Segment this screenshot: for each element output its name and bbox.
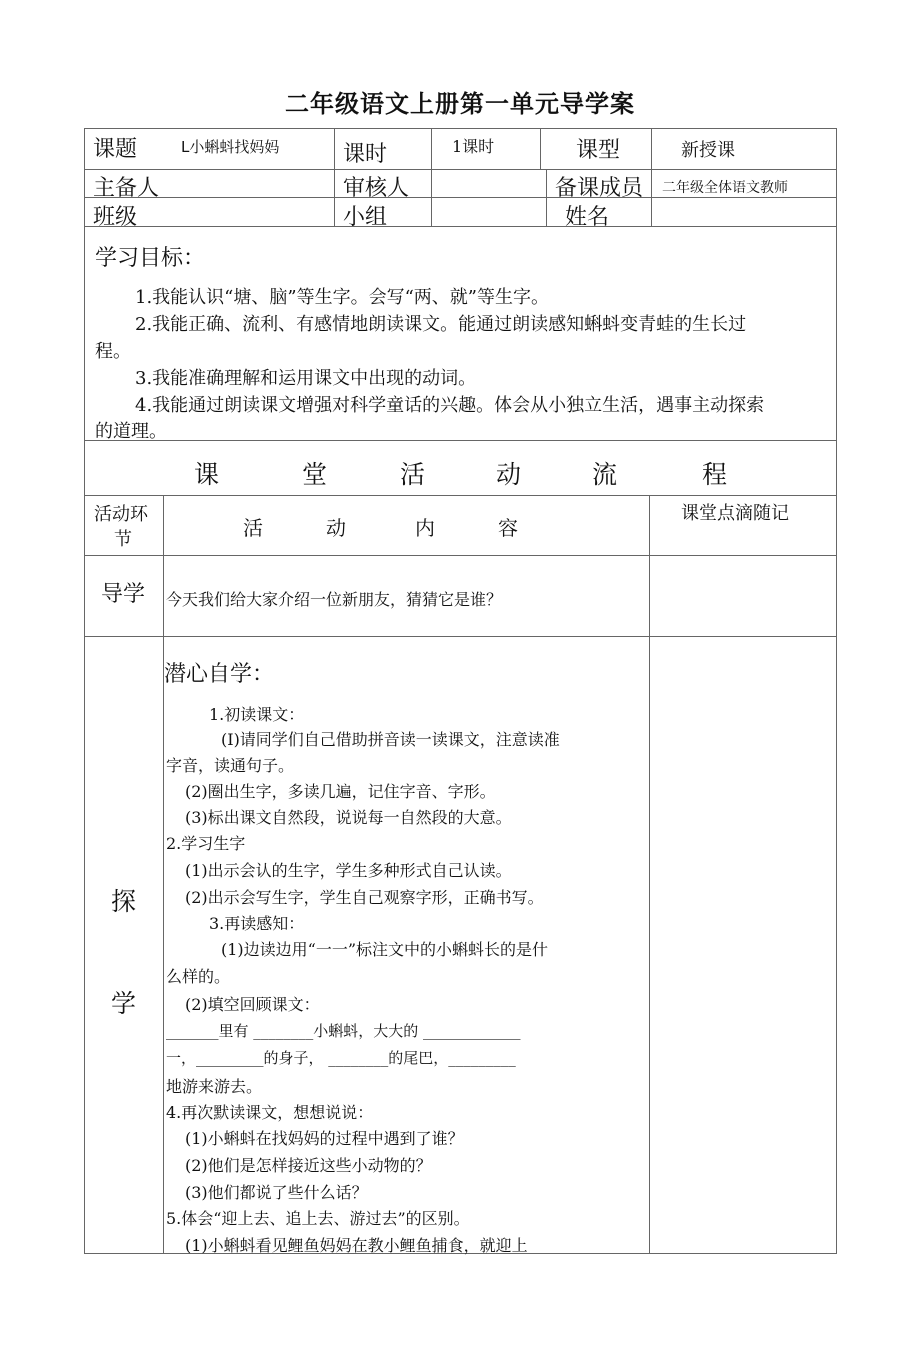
type-label: 课型 bbox=[576, 138, 621, 163]
content-header-char: 内 bbox=[415, 516, 435, 540]
explore-line: 1.初读课文： bbox=[209, 705, 305, 724]
flow-title bbox=[164, 455, 764, 487]
page-title: 二年级语文上册第一单元导学案 bbox=[285, 90, 635, 118]
content-header-char: 容 bbox=[498, 516, 518, 540]
explore-line: (1)边读边用“一一”标注文中的小蝌蚪长的是什 bbox=[221, 940, 549, 959]
explore-line: (1)小蝌蚪看见鲤鱼妈妈在教小鲤鱼捕食，就迎上 bbox=[185, 1236, 528, 1255]
topic-value: L小蝌蚪找妈妈 bbox=[181, 138, 280, 156]
explore-line: 4.再次默读课文，想想说说： bbox=[166, 1103, 374, 1122]
flow-title-char: 课 bbox=[194, 460, 220, 489]
flow-title-char: 堂 bbox=[302, 460, 328, 489]
fill-blank-line: 一，_________的身子， ________的尾巴，_________ bbox=[166, 1049, 516, 1067]
intro-text: 今天我们给大家介绍一位新朋友，猜猜它是谁？ bbox=[166, 590, 503, 609]
type-value: 新授课 bbox=[681, 140, 735, 161]
stage-header-line1: 活动环 bbox=[94, 504, 148, 525]
explore-stage-char: 探 bbox=[111, 887, 137, 916]
explore-line: (1)小蝌蚪在找妈妈的过程中遇到了谁？ bbox=[185, 1129, 464, 1148]
content-header-char: 动 bbox=[326, 516, 346, 540]
objective-line: 4.我能通过朗读课文增强对科学童话的兴趣。体会从小独立生活，遇事主动探索 bbox=[135, 395, 765, 416]
topic-label: 课题 bbox=[93, 137, 138, 162]
explore-line: (3)标出课文自然段，说说每一自然段的大意。 bbox=[185, 808, 512, 827]
explore-line: 3.再读感知： bbox=[209, 914, 305, 933]
content-header bbox=[230, 512, 550, 540]
explore-line: (2)他们是怎样接近这些小动物的？ bbox=[185, 1156, 432, 1175]
explore-line: 5.体会“迎上去、追上去、游过去”的区别。 bbox=[166, 1209, 470, 1228]
objective-line: 1.我能认识“塘、脑”等生字。会写“两、就”等生字。 bbox=[135, 287, 549, 308]
explore-line: 地游来游去。 bbox=[166, 1077, 263, 1096]
explore-line: 么样的。 bbox=[166, 967, 231, 986]
explore-line: 字音，读通句子。 bbox=[166, 756, 295, 775]
explore-line: (2)圈出生字，多读几遍，记住字音、字形。 bbox=[185, 782, 496, 801]
flow-title-char: 流 bbox=[592, 460, 618, 489]
explore-line: (2)填空回顾课文： bbox=[185, 995, 320, 1014]
explore-line: 2.学习生字 bbox=[166, 834, 246, 853]
explore-stage-char: 学 bbox=[111, 989, 137, 1018]
intro-stage: 导学 bbox=[101, 582, 146, 607]
members-value: 二年级全体语文教师 bbox=[662, 180, 788, 196]
objective-line: 2.我能正确、流利、有感情地朗读课文。能通过朗读感知蝌蚪变青蛙的生长过 bbox=[135, 314, 747, 335]
explore-heading: 潜心自学： bbox=[164, 662, 275, 687]
explore-line: (1)出示会认的生字，学生多种形式自己认读。 bbox=[185, 861, 512, 880]
name-label: 姓名 bbox=[565, 205, 610, 230]
period-value: 1课时 bbox=[452, 137, 495, 156]
class-label: 班级 bbox=[93, 205, 138, 230]
reviewer-label: 审核人 bbox=[343, 176, 410, 201]
objective-line: 的道理。 bbox=[95, 421, 167, 442]
explore-line: (I)请同学们自己借助拼音读一读课文，注意读准 bbox=[221, 730, 560, 749]
objective-line: 程。 bbox=[95, 341, 131, 362]
fill-blank-line: _______里有 ________小蝌蚪，大大的 _____________ bbox=[166, 1022, 521, 1040]
objective-line: 3.我能准确理解和运用课文中出现的动词。 bbox=[135, 368, 477, 389]
members-label: 备课成员 bbox=[555, 176, 644, 201]
stage-header-line2: 节 bbox=[114, 529, 132, 550]
preparer-label: 主备人 bbox=[93, 176, 160, 201]
flow-title-char: 动 bbox=[496, 460, 522, 489]
flow-title-char: 程 bbox=[702, 460, 728, 489]
explore-line: (2)出示会写生字，学生自己观察字形，正确书写。 bbox=[185, 888, 544, 907]
notes-header: 课堂点滴随记 bbox=[681, 503, 789, 524]
group-label: 小组 bbox=[343, 205, 388, 230]
flow-title-char: 活 bbox=[400, 460, 426, 489]
explore-line: (3)他们都说了些什么话？ bbox=[185, 1183, 368, 1202]
period-label: 课时 bbox=[343, 142, 388, 167]
content-header-char: 活 bbox=[243, 516, 263, 540]
objectives-heading: 学习目标： bbox=[95, 246, 206, 271]
